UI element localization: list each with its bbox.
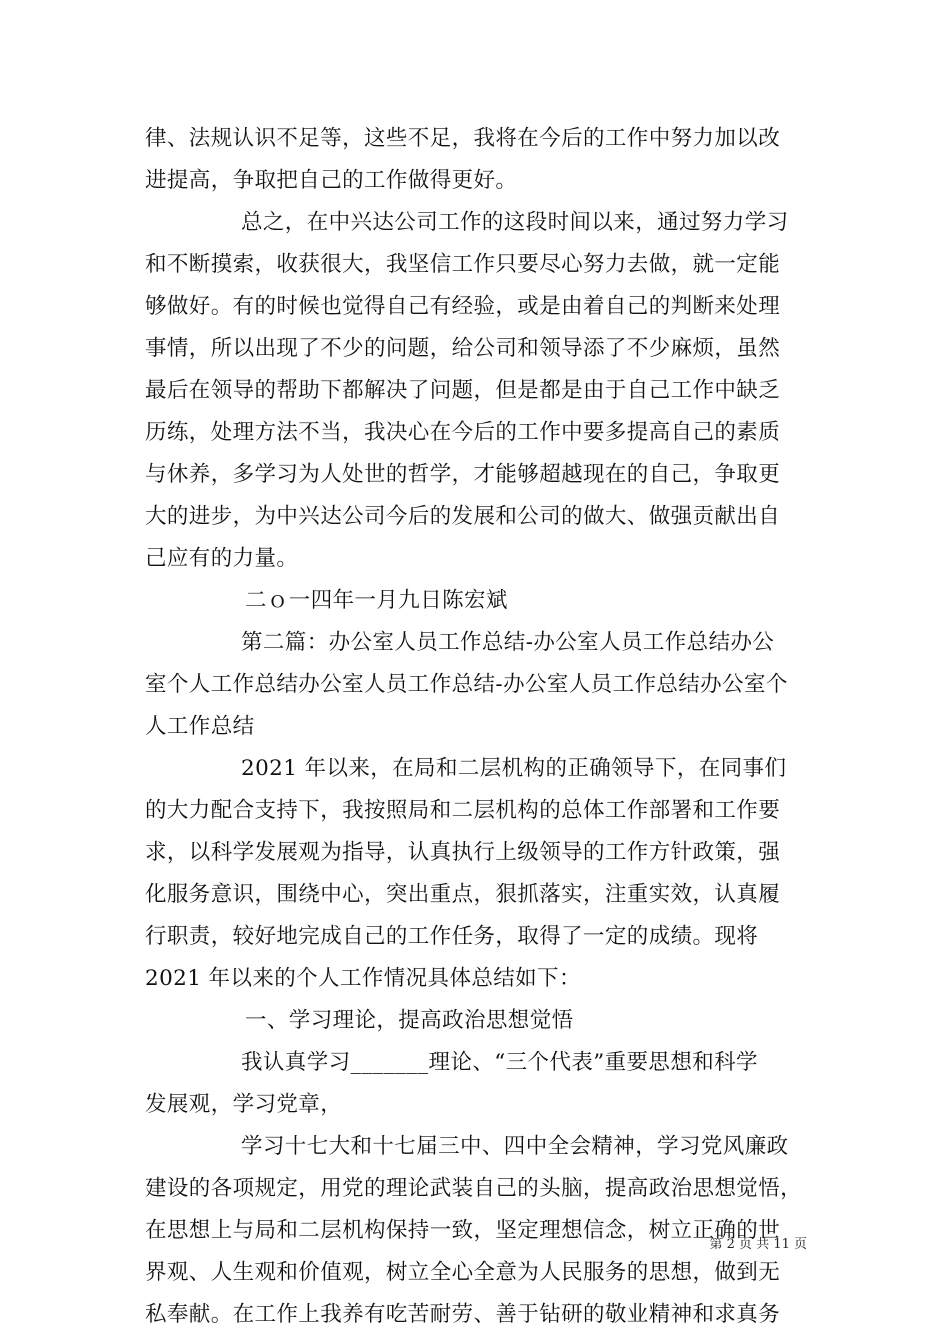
text-line: 2021 年以来的个人工作情况具体总结如下： bbox=[145, 966, 581, 991]
section-heading-line: 室个人工作总结办公室人员工作总结-办公室人员工作总结办公室个 bbox=[145, 672, 788, 697]
text-line: 私奉献。在工作上我养有吃苦耐劳、善于钻研的敬业精神和求真务 bbox=[145, 1302, 781, 1327]
section-heading-line: 第二篇：办公室人员工作总结-办公室人员工作总结办公 bbox=[241, 630, 775, 655]
text-line: 和不断摸索，收获很大，我坚信工作只要尽心努力去做，就一定能 bbox=[145, 252, 781, 277]
text-line: 律、法规认识不足等，这些不足，我将在今后的工作中努力加以改 bbox=[145, 126, 781, 151]
text-line: 最后在领导的帮助下都解决了问题，但是都是由于自己工作中缺乏 bbox=[145, 378, 781, 403]
text-line: 与休养，多学习为人处世的哲学，才能够超越现在的自己，争取更 bbox=[145, 462, 781, 487]
text-line: 进提高，争取把自己的工作做得更好。 bbox=[145, 168, 518, 193]
text-line: 界观、人生观和价值观，树立全心全意为人民服务的思想，做到无 bbox=[145, 1260, 781, 1285]
text-line: 事情，所以出现了不少的问题，给公司和领导添了不少麻烦，虽然 bbox=[145, 336, 781, 361]
text-line: 2021 年以来，在局和二层机构的正确领导下，在同事们 bbox=[241, 756, 787, 781]
text-line: 化服务意识，围绕中心，突出重点，狠抓落实，注重实效，认真履 bbox=[145, 882, 781, 907]
text-line: 学习十七大和十七届三中、四中全会精神，学习党风廉政 bbox=[241, 1134, 789, 1159]
text-line: 己应有的力量。 bbox=[145, 546, 299, 571]
text-line: 行职责，较好地完成自己的工作任务，取得了一定的成绩。现将 bbox=[145, 924, 759, 949]
signature-date-line: 二ｏ一四年一月九日陈宏斌 bbox=[245, 588, 508, 613]
text-line: 求，以科学发展观为指导，认真执行上级领导的工作方针政策，强 bbox=[145, 840, 781, 865]
text-line: 大的进步，为中兴达公司今后的发展和公司的做大、做强贡献出自 bbox=[145, 504, 781, 529]
text-line: 建设的各项规定，用党的理论武装自己的头脑，提高政治思想觉悟， bbox=[145, 1176, 803, 1201]
section-heading-line: 人工作总结 bbox=[145, 714, 255, 739]
text-line: 的大力配合支持下，我按照局和二层机构的总体工作部署和工作要 bbox=[145, 798, 781, 823]
page-number-footer: 第 2 页 共 11 页 bbox=[709, 1237, 807, 1252]
text-line: 在思想上与局和二层机构保持一致，坚定理想信念，树立正确的世 bbox=[145, 1218, 781, 1243]
body-text bbox=[145, 118, 810, 1336]
text-line: 总之，在中兴达公司工作的这段时间以来，通过努力学习 bbox=[241, 210, 789, 235]
text-line: 够做好。有的时候也觉得自己有经验，或是由着自己的判断来处理 bbox=[145, 294, 781, 319]
text-line: 发展观，学习党章， bbox=[145, 1092, 343, 1117]
subheading-line: 一、学习理论，提高政治思想觉悟 bbox=[245, 1008, 574, 1033]
text-line: 历练，处理方法不当，我决心在今后的工作中要多提高自己的素质 bbox=[145, 420, 781, 445]
text-line: 我认真学习_______理论、“三个代表”重要思想和科学 bbox=[241, 1050, 758, 1075]
